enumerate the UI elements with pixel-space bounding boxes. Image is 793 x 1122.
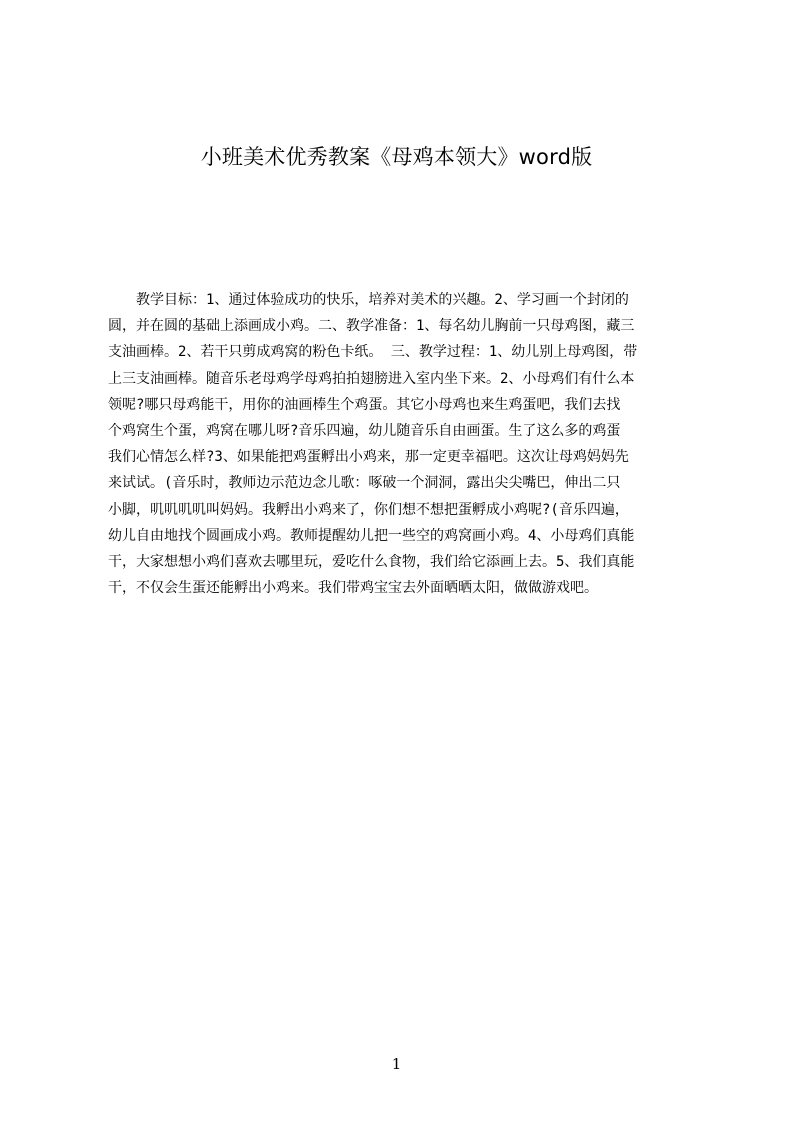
body-line: 支油画棒。2、若干只剪成鸡窝的粉色卡纸。 三、教学过程：1、幼儿别上母鸡图，带 xyxy=(108,344,638,361)
document-title: 小班美术优秀教案《母鸡本领大》word版 xyxy=(200,145,593,169)
body-line: 上三支油画棒。随音乐老母鸡学母鸡拍拍翅膀进入室内坐下来。2、小母鸡们有什么本 xyxy=(108,370,635,387)
page-number: 1 xyxy=(391,1055,402,1073)
body-line: 个鸡窝生个蛋，鸡窝在哪儿呀?音乐四遍，幼儿随音乐自由画蛋。生了这么多的鸡蛋 xyxy=(108,422,621,439)
body-line: 干，大家想想小鸡们喜欢去哪里玩，爱吃什么食物，我们给它添画上去。5、我们真能 xyxy=(108,553,635,570)
body-line: 教学目标：1、通过体验成功的快乐，培养对美术的兴趣。2、学习画一个封闭的 xyxy=(136,292,629,308)
body-line: 领呢?哪只母鸡能干，用你的油画棒生个鸡蛋。其它小母鸡也来生鸡蛋吧，我们去找 xyxy=(108,396,621,413)
body-line: 来试试。(音乐时，教师边示范边念儿歌：啄破一个洞洞，露出尖尖嘴巴，伸出二只 xyxy=(108,475,621,492)
body-line: 幼儿自由地找个圆画成小鸡。教师提醒幼儿把一些空的鸡窝画小鸡。4、小母鸡们真能 xyxy=(108,527,635,544)
body-line: 我们心情怎么样?3、如果能把鸡蛋孵出小鸡来，那一定更幸福吧。这次让母鸡妈妈先 xyxy=(108,449,629,466)
body-paragraph xyxy=(108,287,698,617)
body-line: 干，不仅会生蛋还能孵出小鸡来。我们带鸡宝宝去外面晒晒太阳，做做游戏吧。 xyxy=(108,580,598,597)
body-line: 圆，并在圆的基础上添画成小鸡。二、教学准备：1、每名幼儿胸前一只母鸡图，藏三 xyxy=(108,318,635,335)
body-line: 小脚，叽叽叽叽叫妈妈。我孵出小鸡来了，你们想不想把蛋孵成小鸡呢?(音乐四遍， xyxy=(108,501,629,518)
